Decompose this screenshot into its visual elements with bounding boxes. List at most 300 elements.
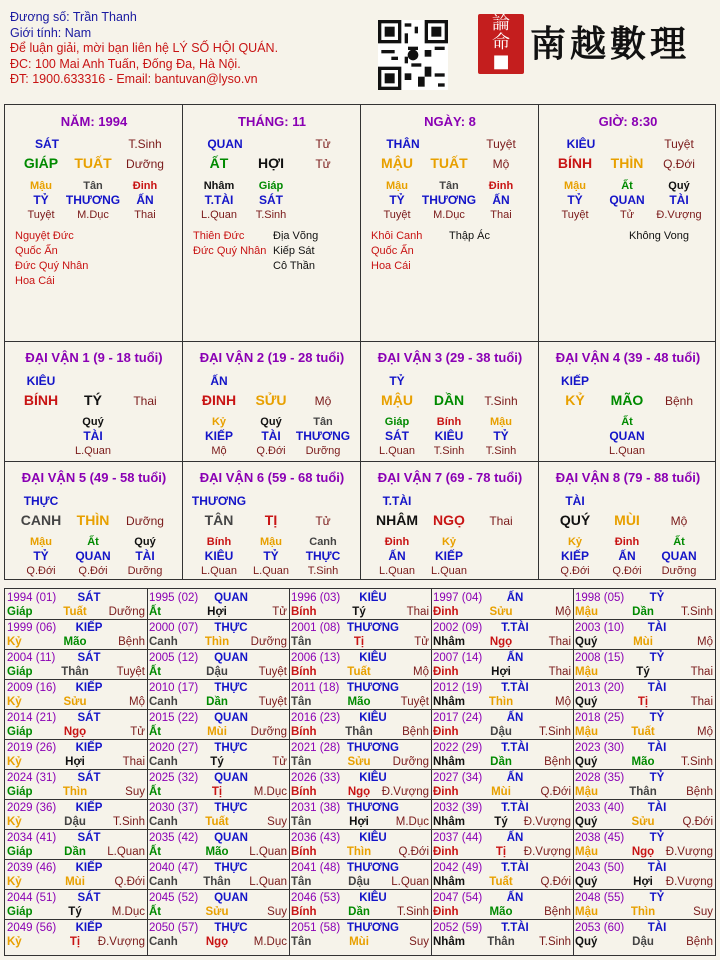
year-stem: Giáp (7, 666, 33, 678)
year-cell (289, 829, 431, 859)
year-label: 2025 (32) (149, 772, 199, 784)
year-ten-god: TÀI (647, 922, 667, 934)
year-cell (147, 709, 289, 739)
year-stem: Mậu (575, 666, 598, 678)
year-branch: Tý (352, 606, 366, 618)
year-branch: Sửu (347, 756, 371, 768)
period-branch: MÙI (614, 512, 640, 528)
year-branch: Thìn (630, 906, 656, 918)
hidden-stem: Nhâm (203, 180, 235, 192)
year-label: 2015 (22) (149, 712, 199, 724)
year-label: 2003 (10) (575, 622, 625, 634)
year-cell (573, 799, 715, 829)
year-ten-god: SÁT (77, 892, 101, 904)
year-branch: Tý (494, 816, 508, 828)
year-ten-god: ẤN (506, 892, 524, 904)
shensha-item: Kiếp Sát (273, 245, 315, 257)
year-state: Q.Đới (114, 876, 145, 888)
qr-code-icon (378, 20, 448, 90)
period-ten-god: TỶ (389, 374, 405, 388)
year-branch: Tuất (631, 726, 655, 738)
year-cell (5, 859, 147, 889)
hidden-stem: Ất (621, 416, 633, 428)
year-cell (147, 649, 289, 679)
year-ten-god: ẤN (506, 652, 524, 664)
year-stem: Bính (291, 606, 317, 618)
year-cell (289, 919, 431, 949)
year-cell (431, 739, 573, 769)
pillar-title: NĂM: 1994 (60, 114, 128, 129)
year-state: Tử (272, 606, 287, 618)
year-stem: Canh (149, 816, 178, 828)
pillar-cell (183, 105, 361, 341)
year-state: L.Quan (107, 846, 145, 858)
year-cell (289, 769, 431, 799)
hidden-ten-god: THƯƠNG (65, 193, 121, 207)
pillar-branch-state: Q.Đới (663, 157, 695, 171)
year-ten-god: KIẾP (75, 682, 103, 694)
hidden-ten-god: TỶ (33, 193, 49, 207)
shensha-item: Hoa Cái (15, 275, 55, 287)
hidden-ten-god: TỶ (389, 193, 405, 207)
hidden-state: L.Quan (200, 209, 238, 221)
year-state: Suy (125, 786, 145, 798)
major-period-cell (361, 461, 539, 581)
year-stem: Tân (291, 816, 312, 828)
year-cell (147, 919, 289, 949)
hidden-ten-god: ẤN (492, 193, 510, 207)
year-stem: Tân (291, 756, 312, 768)
year-branch: Dậu (348, 876, 370, 888)
hidden-ten-god: TỶ (493, 429, 509, 443)
pillar-cell (539, 105, 717, 341)
year-ten-god: THƯƠNG (347, 802, 399, 814)
year-state: Bệnh (544, 756, 571, 768)
year-stem: Mậu (575, 606, 598, 618)
year-label: 2002 (09) (433, 622, 483, 634)
year-stem: Ất (149, 606, 162, 618)
year-cell (431, 919, 573, 949)
year-branch: Dậu (64, 816, 86, 828)
pillar-stem: ẤT (209, 155, 229, 171)
year-state: T.Sinh (681, 756, 713, 768)
year-label: 2037 (44) (433, 832, 483, 844)
period-branch: THÌN (76, 512, 110, 528)
year-branch: Thân (203, 876, 231, 888)
hidden-stem: Mậu (30, 536, 52, 548)
year-ten-god: KIẾP (75, 802, 103, 814)
hidden-state: Đ.Vượng (656, 209, 702, 221)
period-ten-god: T.TÀI (382, 494, 412, 508)
pillar-ten-god: SÁT (35, 137, 59, 151)
period-stem: ĐINH (201, 392, 237, 408)
hidden-state: M.Dục (433, 209, 465, 221)
year-ten-god: ẤN (506, 712, 524, 724)
year-cell (289, 889, 431, 919)
major-period-cell (361, 341, 539, 461)
year-ten-god: SÁT (77, 772, 101, 784)
year-state: M.Dục (253, 936, 287, 948)
hidden-ten-god: KIẾP (560, 549, 590, 563)
period-branch: NGỌ (433, 512, 465, 528)
year-branch: Thìn (488, 696, 514, 708)
year-label: 2049 (56) (7, 922, 57, 934)
year-branch: Tị (211, 786, 223, 798)
major-period-cell (5, 341, 183, 461)
year-branch: Mùi (491, 786, 511, 798)
year-ten-god: THƯƠNG (347, 862, 399, 874)
year-ten-god: KIÊU (359, 592, 387, 604)
year-ten-god: TỶ (649, 772, 665, 784)
hidden-state: Thai (134, 209, 156, 221)
year-branch: Thìn (346, 846, 372, 858)
hidden-state: T.Sinh (485, 445, 517, 457)
period-branch: TỊ (264, 512, 278, 528)
year-label: 2044 (51) (7, 892, 57, 904)
year-stem: Kỷ (7, 696, 22, 708)
year-ten-god: SÁT (77, 832, 101, 844)
year-label: 2026 (33) (291, 772, 341, 784)
year-ten-god: THƯƠNG (347, 922, 399, 934)
year-branch: Ngọ (205, 936, 229, 948)
pillar-stem: BÍNH (557, 155, 593, 171)
pillar-branch: HỢI (258, 155, 284, 171)
shensha-item: Quốc Ấn (371, 245, 414, 257)
major-period-cell (183, 461, 361, 581)
period-state: Bệnh (664, 394, 694, 408)
year-stem: Ất (149, 666, 162, 678)
hidden-state: L.Quan (200, 565, 238, 577)
year-branch: Hợi (633, 876, 653, 888)
year-ten-god: TÀI (647, 622, 667, 634)
year-branch: Mão (63, 636, 87, 648)
year-label: 1994 (01) (7, 592, 57, 604)
year-state: Mộ (129, 696, 145, 708)
major-period-cell (183, 341, 361, 461)
year-ten-god: THƯƠNG (347, 742, 399, 754)
year-cell (5, 679, 147, 709)
year-label: 2012 (19) (433, 682, 483, 694)
period-state: T.Sinh (484, 394, 518, 408)
year-label: 2004 (11) (7, 652, 56, 664)
year-state: Q.Đới (682, 816, 713, 828)
year-stem: Tân (291, 936, 312, 948)
year-cell (289, 649, 431, 679)
year-cell (289, 859, 431, 889)
year-branch: Tý (636, 666, 650, 678)
year-label: 2016 (23) (291, 712, 341, 724)
year-state: Mộ (413, 666, 429, 678)
year-cell (573, 619, 715, 649)
period-stem: BÍNH (23, 392, 59, 408)
period-title: ĐẠI VẬN 6 (59 - 68 tuổi) (199, 470, 345, 485)
year-cell (147, 889, 289, 919)
hidden-state: L.Quan (608, 445, 646, 457)
year-label: 2013 (20) (575, 682, 625, 694)
year-stem: Bính (291, 906, 317, 918)
hidden-state: Q.Đới (26, 565, 56, 577)
year-state: Thai (406, 606, 429, 618)
year-state: Q.Đới (540, 786, 571, 798)
year-state: Tử (130, 726, 145, 738)
year-cell (147, 619, 289, 649)
hidden-stem: Kỷ (211, 416, 227, 428)
year-branch: Mùi (207, 726, 227, 738)
pillar-branch: TUẤT (430, 155, 468, 171)
period-branch: MÃO (610, 392, 644, 408)
year-ten-god: KIẾP (75, 622, 103, 634)
hidden-state: Tuyệt (561, 209, 589, 221)
year-cell (573, 649, 715, 679)
year-cell (289, 619, 431, 649)
year-label: 2018 (25) (575, 712, 625, 724)
year-cell (289, 739, 431, 769)
year-cell (431, 679, 573, 709)
year-cell (431, 889, 573, 919)
shensha-item: Đức Quý Nhân (15, 260, 89, 272)
hidden-state: L.Quan (378, 565, 416, 577)
year-state: T.Sinh (113, 816, 145, 828)
year-state: Đ.Vượng (523, 846, 571, 858)
year-label: 2014 (21) (7, 712, 57, 724)
hidden-stem: Mậu (564, 180, 586, 192)
period-stem: MẬU (381, 392, 413, 408)
period-stem: QUÝ (559, 512, 591, 528)
hidden-state: Q.Đới (256, 445, 286, 457)
pillar-branch-state: Tử (315, 157, 331, 171)
year-stem: Mậu (575, 906, 598, 918)
hidden-stem: Canh (309, 536, 337, 548)
hidden-ten-god: QUAN (609, 429, 645, 443)
year-state: Tử (272, 756, 287, 768)
year-stem: Đinh (433, 726, 459, 738)
year-ten-god: THƯƠNG (347, 682, 399, 694)
year-label: 2005 (12) (149, 652, 199, 664)
year-label: 1998 (05) (575, 592, 625, 604)
year-state: T.Sinh (681, 606, 713, 618)
year-cell (147, 739, 289, 769)
phone-email: ĐT: 1900.633316 - Email: bantuvan@lyso.vn (10, 72, 258, 86)
year-label: 2017 (24) (433, 712, 483, 724)
year-state: M.Dục (395, 816, 429, 828)
year-cell (431, 709, 573, 739)
year-state: Suy (267, 906, 287, 918)
hidden-state: Q.Đới (560, 565, 590, 577)
yearly-table (4, 588, 716, 956)
year-branch: Hợi (491, 666, 511, 678)
year-branch: Mùi (65, 876, 85, 888)
pillar-state: Tử (315, 137, 331, 151)
year-cell (5, 889, 147, 919)
shensha-item: Khôi Canh (371, 230, 423, 242)
year-state: Bệnh (686, 786, 713, 798)
year-branch: Sửu (205, 906, 229, 918)
hidden-stem: Tân (313, 416, 333, 428)
hidden-ten-god: KIÊU (204, 549, 234, 563)
year-cell (147, 829, 289, 859)
year-cell (147, 679, 289, 709)
year-ten-god: TÀI (647, 682, 667, 694)
year-label: 2039 (46) (7, 862, 57, 874)
period-title: ĐẠI VẬN 2 (19 - 28 tuổi) (199, 350, 345, 365)
hidden-ten-god: THƯƠNG (421, 193, 477, 207)
year-cell (573, 709, 715, 739)
hidden-state: Thai (490, 209, 512, 221)
year-ten-god: TỶ (649, 652, 665, 664)
hidden-state: Dưỡng (127, 565, 163, 577)
hidden-state: Mộ (211, 445, 227, 457)
year-stem: Kỷ (7, 876, 22, 888)
year-branch: Tị (495, 846, 507, 858)
period-ten-god: THƯƠNG (191, 494, 247, 508)
year-label: 1996 (03) (291, 592, 341, 604)
year-label: 2031 (38) (291, 802, 341, 814)
year-branch: Dậu (490, 726, 512, 738)
year-state: Bệnh (544, 906, 571, 918)
year-branch: Dần (64, 846, 86, 858)
year-stem: Nhâm (433, 636, 465, 648)
shensha-item: Đức Quý Nhân (193, 245, 267, 257)
year-ten-god: THƯƠNG (347, 622, 399, 634)
year-state: Thai (548, 666, 571, 678)
year-state: L.Quan (249, 846, 287, 858)
hidden-stem: Giáp (258, 180, 284, 192)
year-label: 2032 (39) (433, 802, 483, 814)
year-branch: Mùi (633, 636, 653, 648)
year-stem: Quý (575, 756, 598, 768)
year-branch: Mão (347, 696, 371, 708)
hidden-state: T.Sinh (433, 445, 465, 457)
hidden-state: Q.Đới (78, 565, 108, 577)
hidden-state: L.Quan (430, 565, 468, 577)
shensha-item: Không Vong (629, 230, 689, 242)
period-stem: NHÂM (376, 512, 418, 528)
year-label: 1999 (06) (7, 622, 57, 634)
year-ten-god: KIÊU (359, 892, 387, 904)
year-branch: Dậu (206, 666, 228, 678)
year-label: 2022 (29) (433, 742, 483, 754)
pillar-branch-state: Dưỡng (126, 157, 164, 171)
hidden-stem: Mậu (386, 180, 408, 192)
year-stem: Giáp (7, 606, 33, 618)
year-stem: Giáp (7, 906, 33, 918)
year-stem: Quý (575, 696, 598, 708)
year-state: Tuyệt (400, 696, 429, 708)
header-info (10, 10, 370, 100)
year-branch: Tuất (489, 876, 513, 888)
year-label: 2035 (42) (149, 832, 199, 844)
year-stem: Mậu (575, 846, 598, 858)
pillar-ten-god: THÂN (386, 137, 420, 151)
hidden-state: Dưỡng (305, 445, 341, 457)
pillar-title: GIỜ: 8:30 (598, 114, 658, 129)
address: ĐC: 100 Mai Anh Tuấn, Đống Đa, Hà Nội. (10, 56, 241, 71)
year-stem: Ất (149, 906, 162, 918)
year-cell (5, 709, 147, 739)
year-stem: Tân (291, 636, 312, 648)
year-state: Mộ (555, 696, 571, 708)
year-cell (573, 769, 715, 799)
hidden-stem: Tân (439, 180, 459, 192)
period-stem: TÂN (204, 512, 234, 528)
year-state: T.Sinh (539, 726, 571, 738)
year-state: Thai (122, 756, 145, 768)
year-label: 2001 (08) (291, 622, 341, 634)
year-stem: Bính (291, 846, 317, 858)
year-cell (5, 589, 147, 619)
hidden-stem: Đinh (132, 180, 158, 192)
year-ten-god: ẤN (506, 772, 524, 784)
year-cell (431, 589, 573, 619)
shensha-item: Thập Ác (449, 230, 490, 242)
year-cell (147, 769, 289, 799)
period-ten-god: KIÊU (26, 374, 56, 388)
period-state: Tử (315, 514, 331, 528)
year-cell (147, 589, 289, 619)
year-branch: Thân (345, 726, 373, 738)
year-state: Q.Đới (398, 846, 429, 858)
hidden-state: M.Dục (77, 209, 109, 221)
year-label: 2019 (26) (7, 742, 57, 754)
year-ten-god: SÁT (77, 592, 101, 604)
pillar-branch: TUẤT (74, 155, 112, 171)
pillar-state: Tuyệt (486, 137, 516, 151)
year-branch: Thân (487, 936, 515, 948)
hidden-state: Dưỡng (661, 565, 697, 577)
year-label: 2024 (31) (7, 772, 57, 784)
hidden-stem: Ất (673, 536, 685, 548)
year-stem: Canh (149, 756, 178, 768)
year-ten-god: T.TÀI (501, 922, 529, 934)
year-label: 1997 (04) (433, 592, 483, 604)
year-label: 2029 (36) (7, 802, 57, 814)
year-stem: Canh (149, 876, 178, 888)
hidden-ten-god: KIẾP (204, 429, 234, 443)
year-state: Dưỡng (392, 756, 429, 768)
year-stem: Mậu (575, 786, 598, 798)
hidden-ten-god: TÀI (83, 429, 103, 443)
year-cell (147, 799, 289, 829)
year-cell (5, 799, 147, 829)
hidden-stem: Quý (260, 416, 282, 428)
year-state: Đ.Vượng (665, 846, 713, 858)
year-state: M.Dục (253, 786, 287, 798)
year-label: 2033 (40) (575, 802, 625, 814)
year-cell (431, 829, 573, 859)
hidden-stem: Bính (206, 536, 232, 548)
hidden-state: T.Sinh (255, 209, 287, 221)
year-state: Tuyệt (258, 696, 287, 708)
year-label: 2020 (27) (149, 742, 199, 754)
year-state: Thai (690, 696, 713, 708)
year-stem: Kỷ (7, 756, 22, 768)
year-stem: Nhâm (433, 756, 465, 768)
hidden-ten-god: KIÊU (434, 429, 464, 443)
hidden-stem: Mậu (490, 416, 512, 428)
year-branch: Mão (631, 756, 655, 768)
year-stem: Quý (575, 636, 598, 648)
pillars-periods-grid (4, 104, 716, 580)
year-cell (5, 619, 147, 649)
year-stem: Đinh (433, 786, 459, 798)
hidden-ten-god: TÀI (669, 193, 689, 207)
year-branch: Sửu (63, 696, 87, 708)
hidden-ten-god: THỰC (305, 549, 341, 563)
period-state: Thai (133, 394, 157, 408)
year-stem: Giáp (7, 846, 33, 858)
shensha-item: Thiên Đức (193, 230, 245, 242)
hidden-stem: Mậu (30, 180, 52, 192)
